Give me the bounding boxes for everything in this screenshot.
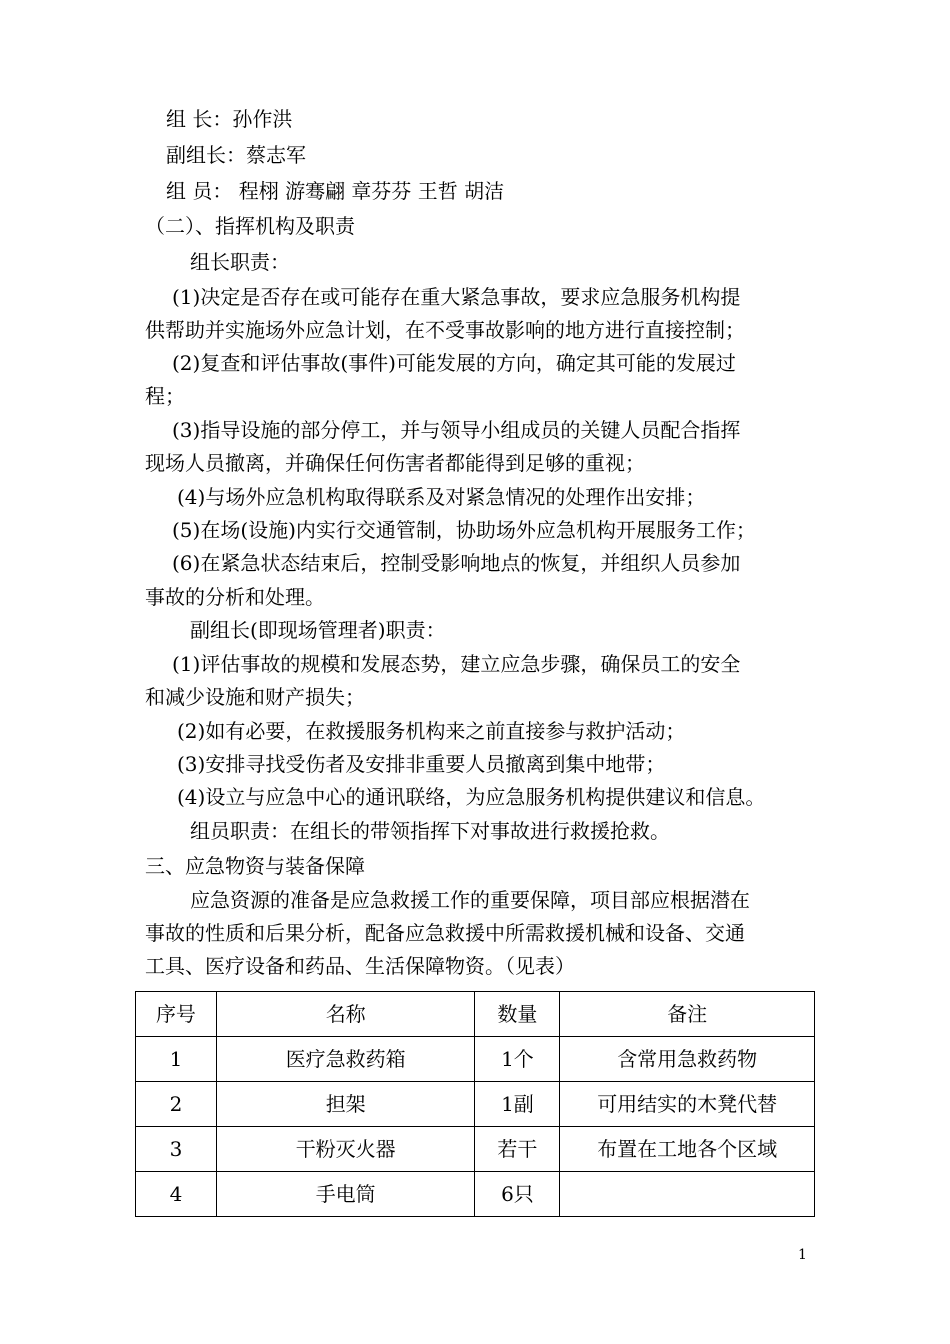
leader-duties-title: 组长职责：	[190, 250, 290, 274]
table-row	[136, 1172, 815, 1217]
deputy-duty-line: (3)安排寻找受伤者及安排非重要人员撤离到集中地带；	[177, 752, 666, 776]
deputy-duty-line: 和减少设施和财产损失；	[145, 685, 365, 709]
cell-remarks: 含常用急救药物	[560, 1037, 815, 1082]
team-members: 组 员： 程栩 游骞翩 章芬芬 王哲 胡洁	[166, 179, 505, 203]
cell-quantity: 6只	[475, 1172, 560, 1217]
leader-duty-line: 供帮助并实施场外应急计划，在不受事故影响的地方进行直接控制；	[145, 318, 745, 342]
cell-index: 2	[136, 1082, 217, 1127]
header-index: 序号	[136, 992, 217, 1037]
page-number: 1	[798, 1247, 807, 1263]
section2-heading: （二）、指挥机构及职责	[145, 214, 355, 238]
leader-duty-line: 程；	[145, 384, 185, 408]
leader-duty-line: (3)指导设施的部分停工，并与领导小组成员的关键人员配合指挥	[172, 418, 741, 442]
section3-heading: 三、应急物资与装备保障	[145, 854, 365, 878]
deputy-duty-line: (1)评估事故的规模和发展态势，建立应急步骤，确保员工的安全	[172, 652, 741, 676]
deputy-duties-title: 副组长(即现场管理者)职责：	[190, 618, 446, 642]
section3-paragraph-line: 应急资源的准备是应急救援工作的重要保障，项目部应根据潜在	[190, 888, 750, 912]
leader-duty-line: (5)在场(设施)内实行交通管制，协助场外应急机构开展服务工作；	[172, 518, 756, 542]
cell-name: 担架	[216, 1082, 475, 1127]
equipment-table	[135, 991, 815, 1217]
cell-index: 3	[136, 1127, 217, 1172]
cell-index: 4	[136, 1172, 217, 1217]
cell-quantity: 1副	[475, 1082, 560, 1127]
deputy-duty-line: (2)如有必要，在救援服务机构来之前直接参与救护活动；	[177, 719, 686, 743]
leader-duty-line: (1)决定是否存在或可能存在重大紧急事故，要求应急服务机构提	[172, 285, 741, 309]
cell-remarks: 可用结实的木凳代替	[560, 1082, 815, 1127]
member-duties: 组员职责：在组长的带领指挥下对事故进行救援抢救。	[190, 819, 670, 843]
cell-name: 干粉灭火器	[216, 1127, 475, 1172]
leader-duty-line: 事故的分析和处理。	[145, 585, 325, 609]
cell-remarks	[560, 1172, 815, 1217]
leader-duty-line: (4)与场外应急机构取得联系及对紧急情况的处理作出安排；	[177, 485, 706, 509]
leader-duty-line: (2)复查和评估事故(事件)可能发展的方向，确定其可能的发展过	[172, 351, 736, 375]
cell-index: 1	[136, 1037, 217, 1082]
header-name: 名称	[216, 992, 475, 1037]
cell-name: 手电筒	[216, 1172, 475, 1217]
table-header-row	[136, 992, 815, 1037]
deputy-duty-line: (4)设立与应急中心的通讯联络，为应急服务机构提供建议和信息。	[177, 785, 766, 809]
team-leader: 组 长：孙作洪	[166, 107, 293, 131]
header-remarks: 备注	[560, 992, 815, 1037]
leader-duty-line: (6)在紧急状态结束后，控制受影响地点的恢复，并组织人员参加	[172, 551, 741, 575]
table-row	[136, 1127, 815, 1172]
header-quantity: 数量	[475, 992, 560, 1037]
table-row	[136, 1082, 815, 1127]
section3-paragraph-line: 事故的性质和后果分析，配备应急救援中所需救援机械和设备、交通	[145, 921, 745, 945]
cell-quantity: 1个	[475, 1037, 560, 1082]
section3-paragraph-line: 工具、医疗设备和药品、生活保障物资。（见表）	[145, 954, 575, 978]
leader-duty-line: 现场人员撤离，并确保任何伤害者都能得到足够的重视；	[145, 451, 645, 475]
cell-remarks: 布置在工地各个区域	[560, 1127, 815, 1172]
cell-quantity: 若干	[475, 1127, 560, 1172]
table-row	[136, 1037, 815, 1082]
cell-name: 医疗急救药箱	[216, 1037, 475, 1082]
team-deputy: 副组长：蔡志军	[166, 143, 306, 167]
